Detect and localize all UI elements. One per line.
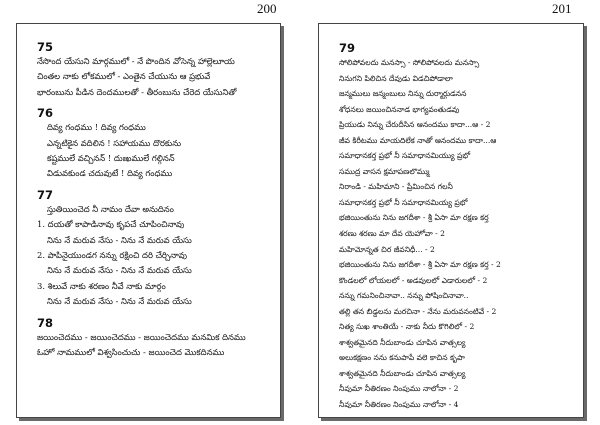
lyric-line: ఎన్నటికైన వదిలిన ! సహాయము దొరకును <box>47 137 181 148</box>
left-page <box>16 23 281 418</box>
lyric-line: దివ్య గంధము ! దివ్య గంధము <box>47 122 146 133</box>
lyric-line: నీవుమా నీతిరణం నింపుము నాలోనా - 4 <box>339 400 459 410</box>
lyric-line: సమాధానకర్త ప్రభో నీ సమాధానమియ్య ప్రభో <box>339 197 468 207</box>
lyric-line: స్తుతియించెద నీ నామం దేవా అనుదినం <box>47 203 174 214</box>
hymn-block <box>37 106 270 182</box>
hymn-number: 75 <box>37 40 54 54</box>
lyric-line: భజియింతును నిను జగదీశా - శ్రీ ఏసా మా రక్షణ కర్త - 2 <box>339 260 501 270</box>
lyric-line: సముద్ర వాసన క్షమాపణలొమ్ము <box>339 166 430 176</box>
page-number-right: 201 <box>552 1 572 16</box>
lyric-line: చింతల నాకు లోకములో - ఎంతైన చేయును ఆ ప్రభువే <box>37 71 211 82</box>
lyric-line: కష్టములే వచ్చినన్ ! దుఃఖములే గల్గినన్ <box>47 153 175 164</box>
lyric-line: నీవుమా నీతిరణం నింపుము నాలోనా - 2 <box>339 384 459 394</box>
hymn-block <box>37 188 270 310</box>
lyric-line: నిత్య సుఖ శాంతియే - నాకు నీదు కొగిలిలో - 2 <box>339 322 475 332</box>
lyric-line: శోధనలు జయించిననాడ భాగ్యవంతుడవు <box>339 104 460 114</box>
lyric-line: 2. పాపినైయుండగ నన్ను రక్షించి దరి చేర్చినావు <box>37 250 187 261</box>
hymn-number: 78 <box>37 315 54 330</box>
lyric-line: శాశ్వతమైనది నీదుబాండు చూపిన వాత్సల్య <box>339 368 466 378</box>
lyric-line: నినుగని పిలిచిన దేవుడు విడచిపోడాలా <box>339 73 453 83</box>
lyric-line: భారంబును పీడిన దెందములతో - తీరంబును చేరెద యేసునితో <box>37 86 237 97</box>
lyric-line: భజియింతును నిను జగదీశా - శ్రీ ఏసా మా రక్షణ కర్త <box>339 213 489 223</box>
lyric-line: సోలిపోవలదు మనస్సా - సోలిపోవలదు మనస్సా <box>339 58 480 67</box>
hymn-block <box>37 316 270 361</box>
lyric-line: విడువకుండ చదువుటే ! దివ్య గంధము <box>47 168 173 179</box>
lyric-line: జయించెదము - జయించెదము - జయించెదము మనమిక దినము <box>37 331 246 342</box>
hymn-block <box>339 41 575 413</box>
lyric-line: 1. దయతో కాపాడినావు కృపచే చూపించినావు <box>37 219 185 230</box>
lyric-line: కొండలలో లోయలలో - అడవులలో ఎడారులలో - 2 <box>339 275 488 285</box>
hymn-block <box>37 40 270 100</box>
lyric-line: నిను నే మరువ నేసు - నిను నే మరువ యేసు <box>47 234 192 245</box>
lyric-line: ప్రియుడు నిన్ను చేరుదీసిన ఆనందము కాదా...ఆ - 2 <box>339 120 491 130</box>
lyric-line: శరణు శరణు మా దేవ యెహోవా - 2 <box>339 229 445 239</box>
lyric-line: నిరాండి - మహిమాని - ప్రేమించిన గలనీ <box>339 182 453 192</box>
lyric-line: మహిమోన్నత చిర జీవనిధీ... - 2 <box>339 244 435 254</box>
page-number-left: 200 <box>257 1 277 16</box>
hymn-number: 76 <box>37 106 54 121</box>
right-page <box>318 23 584 418</box>
lyric-line: నిను నే మరువ నేసు - నిను నే మరువ యేసు <box>47 265 192 276</box>
lyric-line: ఓహో నామములో విశ్వసించుచు - జయించెద మొకదినము <box>37 347 225 358</box>
lyric-line: నన్ను గమనించినావా.. నన్ను పోషించినావా.. <box>339 291 469 301</box>
lyric-line: అలుకక్షణం నను కనుపాపే వలె కాచిన కృపా <box>339 353 465 363</box>
lyric-line: జీవ కిరీటము మాయదిలేక నాతో ఆనందము కాదా...ఆ <box>339 135 497 145</box>
lyric-line: నేసొంద యేసుని మార్గములో - నే పొందిన వోసెన్న హాల్లెలూయ <box>37 56 235 66</box>
lyric-line: 3. శిలువే నాకు శరణం నీవే నాకు మార్గం <box>37 280 166 291</box>
lyric-line: నిను నే మరువ నేసు - నిను నే మరువ యేసు <box>47 296 192 307</box>
hymn-number: 79 <box>339 41 356 55</box>
lyric-line: శాశ్వతమైనది నీదుబాండు చూపిన వాత్సల్య <box>339 337 466 347</box>
lyric-line: తల్లి తన బిడ్డలను మరచినా - నేను మరువనంటివే - 2 <box>339 306 497 316</box>
lyric-line: సమాధానకర్త ప్రభో నీ సమాధానమియ్యు ప్రభో <box>339 151 471 161</box>
hymn-number: 77 <box>37 187 54 202</box>
lyric-line: జన్మములు జన్మంబులు నిన్ను దుర్మార్గుడనన <box>339 89 467 99</box>
